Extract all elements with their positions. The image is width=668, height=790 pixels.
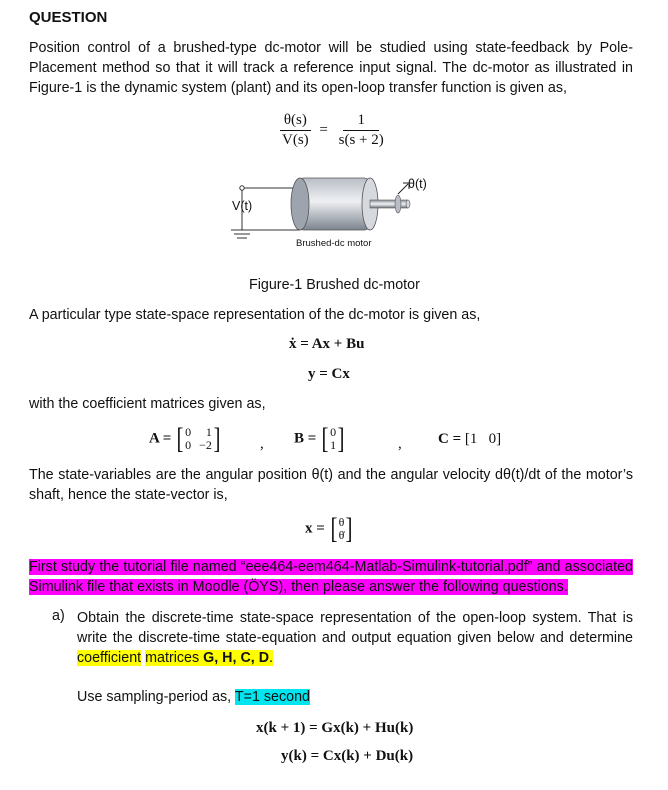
- highlight-matrices-names: G, H, C, D: [203, 650, 270, 666]
- state-vector-entry: θ: [338, 515, 345, 529]
- tutorial-note-highlight: First study the tutorial file named “eee464-eem464-Matlab-Simulink-tutorial.pdf” and associated Simulink file that exists in Moodle (ÖYS), then please answer the following questions.: [29, 559, 633, 595]
- matrix-A-cell: −2: [199, 438, 212, 452]
- sampling-prefix: Use sampling-period as,: [77, 689, 235, 705]
- tf-rhs-numerator: 1: [343, 112, 379, 131]
- matrix-C-label: C =: [438, 431, 462, 447]
- tf-rhs-denominator: s(s + 2): [338, 132, 384, 148]
- output-equation: y = Cx: [308, 366, 350, 382]
- intro-paragraph: Position control of a brushed-type dc-motor will be studied using state-feedback by Pole-Placement method so that it will track a reference input signal. The dc-motor as illustrated in Figure-1 is the dynamic system (plant) and its open-loop transfer function is given as,: [29, 40, 633, 96]
- sampling-value: T=1 second: [234, 689, 310, 705]
- highlight-matrices-suffix: .: [269, 650, 274, 666]
- state-vector-label: x =: [305, 520, 325, 537]
- separator-comma: ,: [260, 436, 264, 452]
- highlight-coefficient: coefficient: [77, 650, 142, 666]
- tf-equals: =: [319, 121, 328, 138]
- motor-body: [291, 178, 378, 230]
- discrete-state-equation: x(k + 1) = Gx(k) + Hu(k): [256, 720, 414, 736]
- transfer-function: [278, 112, 388, 149]
- coefficient-intro: with the coefficient matrices given as,: [29, 396, 266, 412]
- matrix-C: [438, 431, 501, 448]
- motor-label: Brushed-dc motor: [296, 238, 372, 249]
- matrix-A-cell: 0: [185, 438, 192, 452]
- input-voltage-label: V(t): [232, 199, 253, 213]
- discrete-output-equation: y(k) = Cx(k) + Du(k): [281, 748, 414, 764]
- sampling-line: [77, 689, 310, 705]
- matrix-B-cell: 0: [330, 425, 337, 439]
- state-vector-entry: θ̇: [338, 528, 345, 542]
- question-heading: QUESTION: [29, 9, 108, 26]
- tf-lhs-numerator: θ(s): [280, 112, 311, 131]
- state-vector: x = [ θ θ̇ ]: [305, 512, 353, 545]
- matrix-A: A = [ 0 1 0 −2 ]: [149, 422, 221, 455]
- matrix-C-value: [1 0]: [464, 431, 502, 447]
- state-variables-paragraph: The state-variables are the angular position θ(t) and the angular velocity dθ(t)/dt of the motor’s shaft, hence the state-vector is,: [29, 467, 633, 503]
- highlight-matrices-prefix: matrices: [145, 650, 204, 666]
- figure-caption: Figure-1 Brushed dc-motor: [249, 277, 420, 293]
- matrix-A-cell: 1: [205, 425, 212, 439]
- matrix-B-label: B =: [294, 430, 317, 447]
- tf-lhs-denominator: V(s): [282, 132, 309, 148]
- tf-lhs-fraction: [278, 112, 313, 149]
- tutorial-note: [29, 557, 633, 597]
- matrix-B-cell: 1: [330, 438, 337, 452]
- matrix-A-cell: 0: [185, 425, 192, 439]
- part-a-body: Obtain the discrete-time state-space representation of the open-loop system. That is write the discrete-time state-equation and output equation given below and determine: [77, 610, 633, 646]
- output-angle-label: θ(t): [408, 177, 427, 191]
- state-equation: ẋ = Ax + Bu: [289, 336, 365, 352]
- part-a-text: [77, 608, 633, 668]
- state-space-intro: A particular type state-space representation of the dc-motor is given as,: [29, 307, 481, 323]
- matrix-B: B = [ 0 1 ]: [294, 422, 345, 455]
- tf-rhs-fraction: [335, 112, 388, 149]
- part-a-marker: a): [52, 608, 65, 624]
- matrix-A-label: A =: [149, 430, 172, 447]
- highlight-matrices: [145, 650, 273, 666]
- separator-comma: ,: [398, 436, 402, 452]
